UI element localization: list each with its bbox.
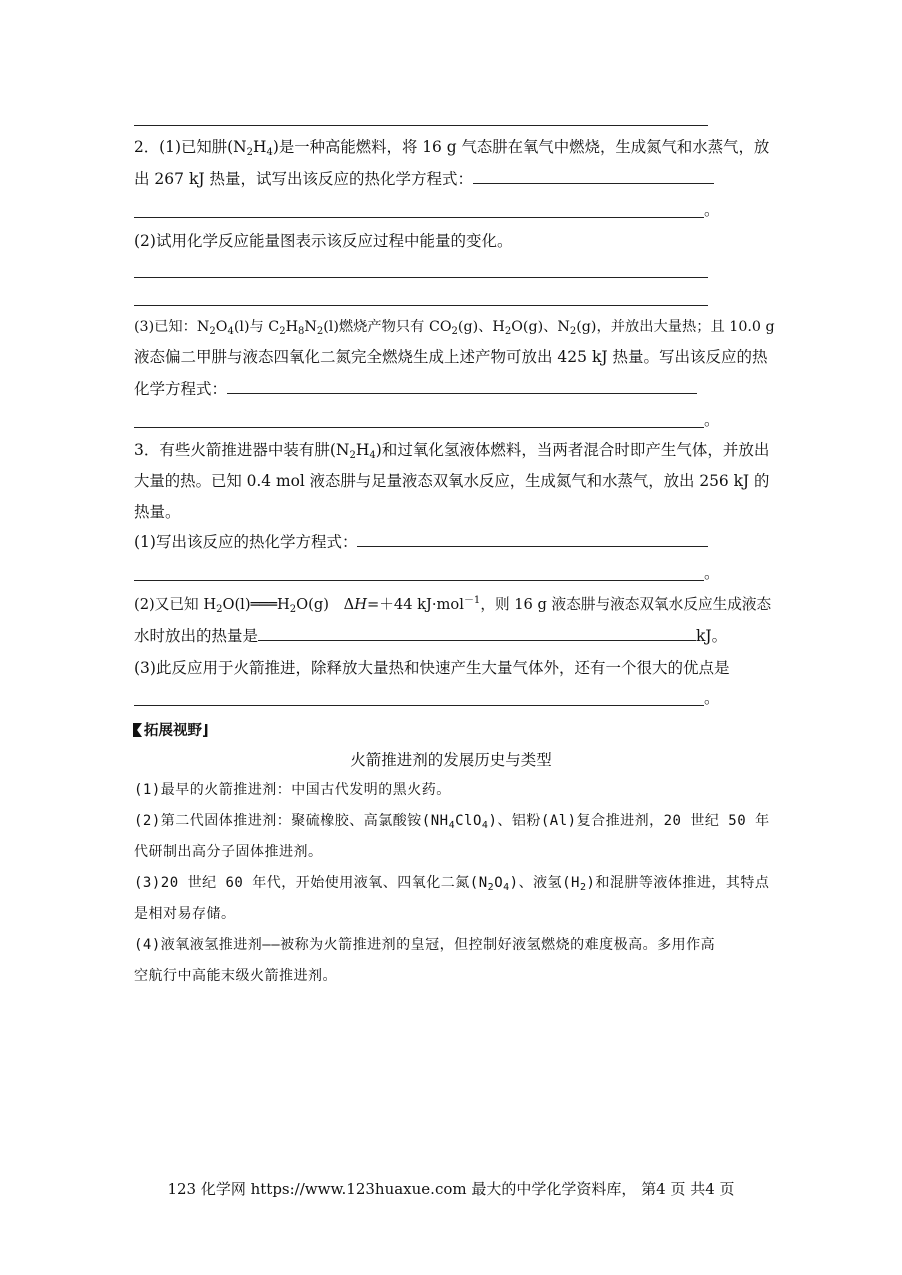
q3-line1 [134,438,769,462]
q3-sub3 [134,656,729,680]
text: (3)已知：N [134,319,210,335]
page-footer: 123 化学网 https://www.123huaxue.com 最大的中学化学资料库， 第4 页 共4 页 [167,1180,735,1198]
period [704,408,720,432]
subscript: 2 [246,147,254,158]
answer-line [134,125,708,126]
extension-item-4-line2 [134,964,337,988]
subscript: 2 [487,882,495,893]
subscript: 2 [316,326,324,337]
text: 大量的热。已知 0.4 mol 液态肼与足量液态双氧水反应，生成氮气和水蒸气，放出 256 kJ 的 [134,472,770,490]
text: (g)、H [457,319,505,335]
superscript: －1 [463,595,481,606]
extension-item-3-line2 [134,902,236,926]
text: 水时放出的热量是 [134,627,259,645]
period [704,561,720,585]
text: (3)此反应用于火箭推进，除释放大量热和快速产生大量气体外，还有一个很大的优点是 [134,659,730,677]
answer-line [134,580,704,581]
text: 代研制出高分子固体推进剂。 [134,844,323,860]
text: )是一种高能燃料，将 16 g 气态肼在氧气中燃烧，生成氮气和水蒸气，放 [272,138,770,156]
answer-line [134,305,708,306]
extension-item-2-line2 [134,840,323,864]
text: )、铝粉(Al)复合推进剂，20 世纪 50 年 [488,813,770,829]
subscript: 2 [451,326,458,337]
q2-part1-line1 [134,135,769,159]
text: kJ。 [696,627,728,645]
q2-part3-line3 [134,377,697,401]
text: (3)20 世纪 60 年代，开始使用液氧、四氧化二氮(N [134,875,488,891]
extension-item-4 [134,933,715,957]
answer-blank[interactable] [227,377,697,394]
text: (1)最早的火箭推进剂：中国古代发明的黑火药。 [134,782,451,798]
text: H [355,441,370,459]
text: O(g) Δ [296,596,355,613]
answer-blank[interactable] [258,624,696,641]
answer-line [134,427,704,428]
text: 。 [704,564,720,582]
text: (l)燃烧产物只有 CO [323,319,452,335]
text: ，则 16 g 液态肼与液态双氧水反应生成液态 [480,596,772,613]
text: O [215,319,228,335]
answer-blank[interactable] [357,530,708,547]
subscript: 4 [503,882,510,893]
extension-item-1 [134,778,451,802]
text: (4)液氧液氢推进剂——被称为火箭推进剂的皇冠，但控制好液氢燃烧的难度极高。多用作高 [134,937,716,953]
text: (2)试用化学反应能量图表示该反应过程中能量的变化。 [134,232,513,250]
period [704,198,720,222]
subscript: 4 [227,326,234,337]
text: H [285,319,299,335]
answer-line [134,277,708,278]
answer-line [134,705,704,706]
text: (l)与 C [233,319,280,335]
text: (1)写出该反应的热化学方程式： [134,533,358,551]
text: 。 [704,411,720,429]
text: H [354,596,367,613]
text: O [494,875,504,891]
text: 化学方程式： [134,380,228,398]
extension-tag [133,719,209,740]
text: O(g)、N [511,319,570,335]
text: 液态偏二甲肼与液态四氧化二氮完全燃烧生成上述产物可放出 425 kJ 热量。写出该反应的热 [134,348,768,366]
text: )和混肼等液体推进，其特点 [586,875,770,891]
q3-line2 [134,469,769,493]
q3-sub1 [134,530,708,554]
extension-item-2 [134,809,770,833]
close-bracket: ⌋ [202,723,209,739]
text: H [253,138,267,156]
q3-line3 [134,500,181,524]
q2-part2 [134,229,512,253]
text: 3．有些火箭推进器中装有肼(N [134,441,350,459]
subscript: 2 [579,882,587,893]
text: 。 [704,689,720,707]
subscript: 2 [504,326,512,337]
subscript: 4 [266,147,273,158]
text: N [304,319,317,335]
extension-title: 火箭推进剂的发展历史与类型 [350,751,552,769]
subscript: 2 [349,450,356,461]
subscript: 2 [279,326,286,337]
text: 。 [704,201,720,219]
text: (2)又已知 H [134,596,217,613]
text: ClO [455,813,482,829]
subscript: 2 [216,604,223,615]
bracket-icon [133,723,142,737]
text: 拓展视野 [144,723,202,739]
subscript: 2 [289,604,297,615]
text: 出 267 kJ 热量，试写出该反应的热化学方程式： [134,170,473,188]
text: O(l)═══H [222,596,290,613]
answer-line [134,217,704,218]
text: )和过氧化氢液体燃料，当两者混合时即产生气体，并放出 [375,441,770,459]
q3-sub2-line1 [134,593,771,617]
extension-item-3 [134,871,769,895]
q2-part3-line2 [134,345,767,369]
subscript: 2 [209,326,216,337]
text: 是相对易存储。 [134,906,236,922]
q3-sub2-line2 [134,624,727,648]
text: (g)，并放出大量热；且 10.0 g [576,319,775,335]
q2-part3-line1 [134,315,775,339]
text: =＋44 kJ·mol [366,596,464,613]
answer-blank[interactable] [473,167,714,184]
subscript: 4 [369,450,376,461]
text: )、液氢(H [509,875,580,891]
subscript: 4 [481,820,489,831]
subscript: 4 [448,820,456,831]
subscript: 2 [569,326,577,337]
subscript: 8 [298,326,305,337]
period [704,686,720,710]
text: 2．(1)已知肼(N [134,138,247,156]
text: 空航行中高能末级火箭推进剂。 [134,968,337,984]
text: 热量。 [134,503,181,521]
text: (2)第二代固体推进剂：聚硫橡胶、高氯酸铵(NH [134,813,449,829]
q2-part1-line2 [134,167,714,191]
